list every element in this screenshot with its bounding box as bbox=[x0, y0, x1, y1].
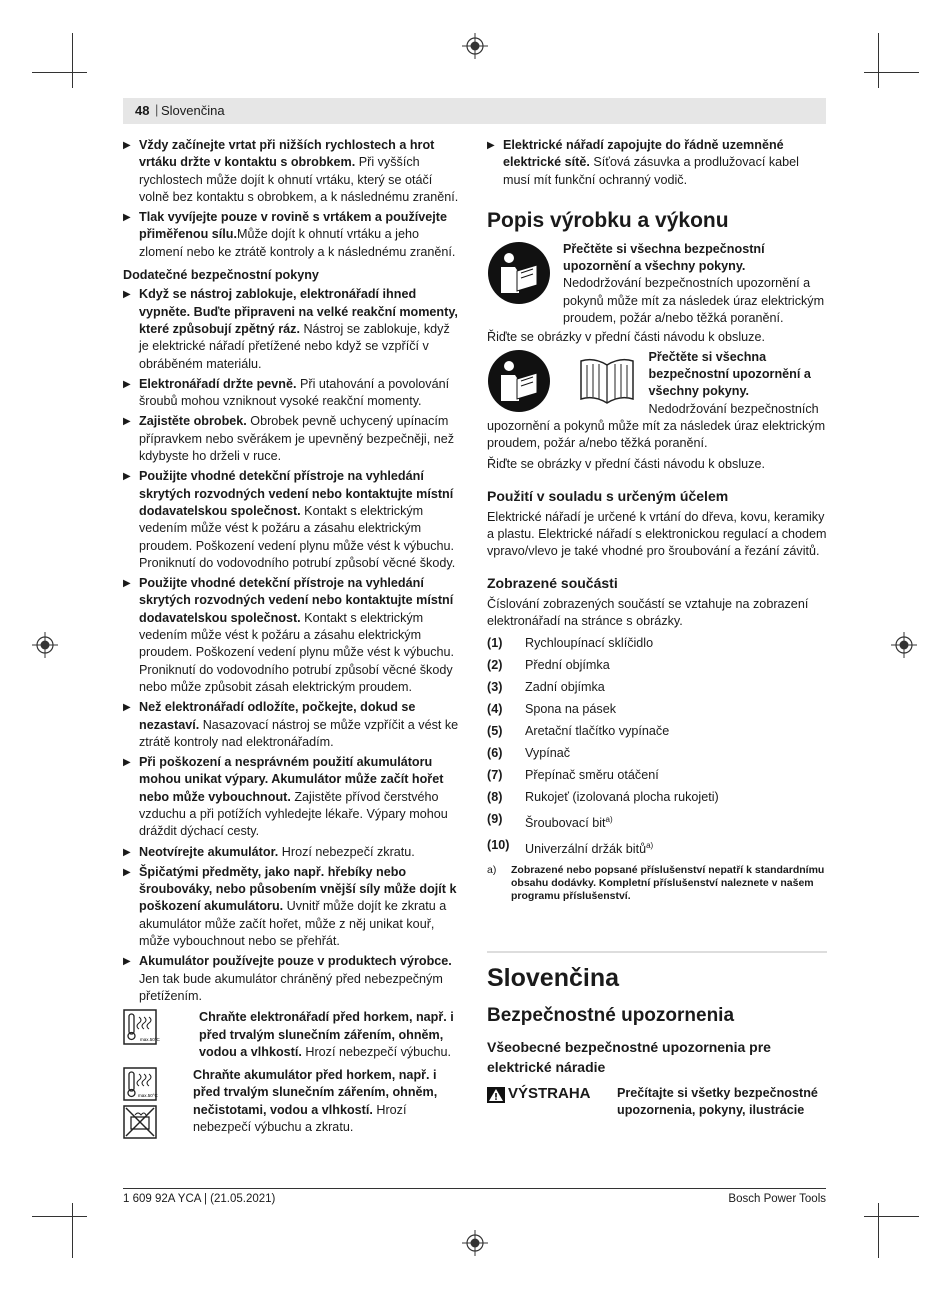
component-footnote-mark: a) bbox=[646, 841, 654, 851]
bullet-triangle-icon: ▶ bbox=[123, 956, 131, 968]
bullet-bold: Akumulátor používejte pouze v produktech výrobce. bbox=[139, 954, 452, 969]
registration-mark-icon bbox=[462, 33, 488, 59]
bullet-text: Kontakt s elektrickým vedením může vést k požáru a zásahu elektrickým proudem. Poškození vedení plynu může vést k výbuchu. Proniknutí do vodovodního potrubí způsobí věcné škody. bbox=[139, 503, 456, 570]
safety-bullet bbox=[123, 137, 463, 206]
no-battery-fire-icon bbox=[123, 1105, 157, 1139]
heat-warning-bold: Chraňte akumulátor před horkem, např. i před trvalým slunečním zářením, ohněm, nečistotami, vodou a vlhkostí. bbox=[193, 1068, 438, 1117]
component-number: (7) bbox=[487, 768, 503, 783]
heat-warning-tool bbox=[123, 1009, 463, 1061]
footer-brand: Bosch Power Tools bbox=[728, 1193, 826, 1205]
component-label: Vypínač bbox=[525, 746, 571, 761]
bullet-bold: Neotvírejte akumulátor. bbox=[139, 844, 279, 859]
crop-mark bbox=[864, 1216, 919, 1217]
safety-bullet bbox=[123, 413, 463, 465]
bullet-triangle-icon: ▶ bbox=[123, 702, 131, 714]
safety-bullet bbox=[123, 376, 463, 411]
component-number: (5) bbox=[487, 724, 503, 739]
component-item bbox=[487, 657, 827, 674]
component-label: Zadní objímka bbox=[525, 680, 605, 695]
read-manual-icon bbox=[487, 349, 551, 413]
refer-figures-text: Řiďte se obrázky v přední části návodu k obsluze. bbox=[487, 457, 765, 472]
components-title: Zobrazené součásti bbox=[487, 574, 618, 591]
component-label: Rukojeť (izolovaná plocha rukojeti) bbox=[525, 790, 719, 805]
read-manual-rest: Nedodržování bezpečnostních upozornění a pokynů může mít za následek úraz elektrickým proudem, požár a/nebo těžká poranění. bbox=[563, 276, 825, 326]
heat-warning-battery bbox=[123, 1067, 463, 1139]
component-footnote-mark: a) bbox=[605, 815, 613, 825]
open-book-icon bbox=[577, 353, 637, 409]
bullet-bold: Použijte vhodné detekční přístroje na vyhledání skrytých rozvodných vedení nebo kontaktujte místní dodavatelskou společnost. bbox=[139, 576, 454, 625]
footnote-key: a) bbox=[487, 863, 497, 876]
bullet-text: Zajistěte přívod čerstvého vzduchu a při potížích vyhledejte lékaře. Výpary mohou dráždit dýchací cesty. bbox=[139, 789, 448, 839]
component-label: Přední objímka bbox=[525, 658, 610, 673]
heat-warning-text bbox=[199, 1009, 463, 1061]
bullet-bold: Když se nástroj zablokuje, elektronářadí ihned vypněte. Buďte připraveni na velké reakční momenty, které způsobují zpětný ráz. bbox=[139, 287, 458, 336]
component-label: Aretační tlačítko vypínače bbox=[525, 724, 670, 739]
crop-mark bbox=[878, 1203, 879, 1258]
safety-bullet bbox=[487, 137, 827, 189]
bullet-bold: Zajistěte obrobek. bbox=[139, 414, 247, 429]
bullet-triangle-icon: ▶ bbox=[123, 757, 131, 769]
bullet-triangle-icon: ▶ bbox=[123, 140, 131, 151]
component-label: Spona na pásek bbox=[525, 702, 617, 717]
warning-text: Prečítajte si všetky bezpečnostné upozornenia, pokyny, ilustrácie bbox=[617, 1085, 818, 1117]
read-manual-icon bbox=[487, 241, 551, 305]
footnote-text: Zobrazené nebo popsané příslušenství nepatří k standardnímu obsahu dodávky. Kompletní příslušenství naleznete v našem programu příslušenství. bbox=[511, 863, 825, 902]
component-number: (8) bbox=[487, 790, 503, 805]
battery-icons bbox=[123, 1067, 157, 1139]
bullet-triangle-icon: ▶ bbox=[123, 378, 131, 390]
heat-protection-icon bbox=[123, 1067, 157, 1101]
bullet-triangle-icon: ▶ bbox=[123, 471, 131, 483]
safety-warnings-title: Bezpečnostné upozornenia bbox=[487, 1004, 735, 1026]
warning-triangle-icon bbox=[487, 1087, 505, 1103]
bullet-text: Kontakt s elektrickým vedením může vést k požáru a zásahu elektrickým proudem. Poškození vedení plynu může vést k výbuchu. Proniknutí do vodovodního potrubí způsobí věcné škody nebo může způsobit zásah elektrickým proudem. bbox=[139, 610, 455, 694]
bullet-triangle-icon: ▶ bbox=[123, 416, 131, 428]
read-manual-block-2 bbox=[487, 349, 827, 453]
heat-warning-rest: Hrozí nebezpečí výbuchu. bbox=[301, 1044, 451, 1059]
safety-bullet bbox=[123, 953, 463, 1005]
heat-protection-icon bbox=[123, 1009, 160, 1045]
intended-use-text: Elektrické nářadí je určené k vrtání do dřeva, kovu, keramiky a plastu. Elektrické nářadí s elektronickou regulací a chodem vpravo/vlevo je také vhodné pro šroubování a řezání závitů. bbox=[487, 509, 827, 559]
crop-mark bbox=[878, 33, 879, 88]
crop-mark bbox=[32, 1216, 87, 1217]
component-item bbox=[487, 789, 827, 806]
safety-bullet bbox=[123, 286, 463, 372]
component-item bbox=[487, 679, 827, 696]
section-divider bbox=[487, 951, 827, 953]
safety-bullet bbox=[123, 754, 463, 840]
component-number: (1) bbox=[487, 636, 503, 651]
bullet-bold: Elektrické nářadí zapojujte do řádně uzemněné elektrické sítě. bbox=[503, 138, 784, 170]
page-number: 48 bbox=[135, 103, 150, 118]
safety-bullet bbox=[123, 468, 463, 572]
bullet-bold: Než elektronářadí odložíte, počkejte, dokud se nezastaví. bbox=[139, 700, 416, 732]
footer-doc-id: 1 609 92A YCA | (21.05.2021) bbox=[123, 1193, 276, 1205]
page-footer bbox=[123, 1188, 826, 1205]
page-header bbox=[123, 98, 826, 124]
crop-mark bbox=[864, 72, 919, 73]
components-intro: Číslování zobrazených součástí se vztahuje na zobrazení elektronářadí na stránce s obrázky. bbox=[487, 596, 809, 628]
read-manual-block-1 bbox=[487, 241, 827, 327]
bullet-text: Hrozí nebezpečí zkratu. bbox=[278, 844, 415, 859]
heat-warning-rest: Hrozí nebezpečí výbuchu a zkratu. bbox=[193, 1102, 407, 1135]
safety-bullet bbox=[123, 844, 463, 861]
footnote bbox=[487, 864, 827, 903]
component-label: Rychloupínací sklíčidlo bbox=[525, 636, 654, 651]
bullet-bold: Špičatými předměty, jako např. hřebíky nebo šroubováky, nebo působením vnější síly může dojít k poškození akumulátoru. bbox=[139, 864, 457, 914]
section-title: Popis výrobku a výkonu bbox=[487, 208, 729, 232]
bullet-text: Při utahování a povolování šroubů mohou vzniknout vysoké reakční momenty. bbox=[139, 376, 450, 409]
right-column bbox=[487, 137, 827, 1119]
bullet-bold: Vždy začínejte vrtat při nižších rychlostech a hrot vrtáku držte v kontaktu s obrobkem. bbox=[139, 138, 435, 170]
component-number: (10) bbox=[487, 838, 510, 853]
bullet-triangle-icon: ▶ bbox=[123, 866, 131, 878]
component-number: (4) bbox=[487, 702, 503, 717]
component-item bbox=[487, 811, 827, 832]
heat-icon-label: max.50°C bbox=[138, 1093, 158, 1099]
crop-mark bbox=[72, 33, 73, 88]
heat-icon-label: max.50°C bbox=[140, 1037, 160, 1043]
component-number: (2) bbox=[487, 658, 503, 673]
bullet-text: Jen tak bude akumulátor chráněný před nebezpečným přetížením. bbox=[139, 971, 443, 1003]
bullet-text: Obrobek pevně uchycený upínacím přípravkem nebo svěrákem je upevněný bezpečněji, než kdybyste ho drželi v ruce. bbox=[139, 414, 455, 464]
bullet-bold: Při poškození a nesprávném použití akumulátoru mohou unikat výpary. Akumulátor může začít hořet nebo může vybouchnout. bbox=[139, 755, 444, 804]
safety-bullet bbox=[123, 864, 463, 950]
read-manual-bold: Přečtěte si všechna bezpečnostní upozornění a všechny pokyny. bbox=[563, 241, 765, 274]
registration-mark-icon bbox=[891, 632, 917, 658]
bullet-text: Nástroj se zablokuje, když je elektrické nářadí přetížené nebo když se vzpříčí v obráběném materiálu. bbox=[139, 321, 450, 371]
subheading-additional-safety: Dodatečné bezpečnostní pokyny bbox=[123, 268, 319, 283]
intended-use-title: Použití v souladu s určeným účelem bbox=[487, 487, 729, 504]
component-item bbox=[487, 837, 827, 858]
warning-label-text: VÝSTRAHA bbox=[508, 1084, 591, 1102]
safety-bullet bbox=[123, 699, 463, 751]
header-language: Slovenčina bbox=[161, 103, 225, 118]
component-item bbox=[487, 745, 827, 762]
bullet-triangle-icon: ▶ bbox=[123, 289, 131, 301]
read-manual-bold: Přečtěte si všechna bezpečnostní upozornění a všechny pokyny. bbox=[648, 349, 811, 399]
bullet-text: Síťová zásuvka a prodlužovací kabel musí mít funkční ochranný vodič. bbox=[503, 155, 799, 187]
bullet-bold: Použijte vhodné detekční přístroje na vyhledání skrytých rozvodných vedení nebo kontaktujte místní dodavatelskou společnost. bbox=[139, 469, 454, 518]
refer-figures-text: Řiďte se obrázky v přední části návodu k obsluze. bbox=[487, 330, 765, 345]
bullet-triangle-icon: ▶ bbox=[123, 212, 131, 224]
bullet-text: Při vyšších rychlostech může dojít k ohnutí vrtáku, který se otáčí volně bez kontaktu s obrobkem, a k následnému zranění. bbox=[139, 155, 459, 204]
component-item bbox=[487, 701, 827, 718]
read-manual-rest: Nedodržování bezpečnostních upozornění a pokynů může mít za následek úraz elektrickým proudem, požár a/nebo těžká poranění. bbox=[487, 401, 826, 451]
read-manual-icons bbox=[487, 349, 637, 413]
component-label: Univerzální držák bitů bbox=[525, 842, 647, 857]
registration-mark-icon bbox=[32, 632, 58, 658]
warning-label bbox=[487, 1085, 617, 1120]
read-manual-text bbox=[563, 241, 827, 327]
bullet-text: Nasazovací nástroj se může vzpříčit a vést ke ztrátě kontroly nad elektronářadím. bbox=[139, 717, 459, 749]
component-item bbox=[487, 635, 827, 652]
general-safety-title: Všeobecné bezpečnostné upozornenia pre elektrické náradie bbox=[487, 1038, 771, 1075]
component-number: (9) bbox=[487, 812, 503, 827]
warning-block bbox=[487, 1085, 827, 1120]
registration-mark-icon bbox=[462, 1230, 488, 1256]
bullet-text: Uvnitř může dojít ke zkratu a akumulátor může začít hořet, může z něj unikat kouř, může vybouchnout nebo se přehřát. bbox=[139, 899, 447, 949]
bullet-triangle-icon: ▶ bbox=[123, 846, 131, 858]
heat-warning-bold: Chraňte elektronářadí před horkem, např. i před trvalým slunečním zářením, ohněm, vodou a vlhkostí. bbox=[199, 1010, 454, 1059]
bullet-triangle-icon: ▶ bbox=[123, 578, 131, 590]
safety-bullet bbox=[123, 575, 463, 696]
bullet-text: Může dojít k ohnutí vrtáku a jeho zlomení nebo ke ztrátě kontroly a k následnému zranění. bbox=[139, 227, 456, 259]
safety-bullet bbox=[123, 209, 463, 261]
component-label: Šroubovací bit bbox=[525, 816, 606, 831]
component-item bbox=[487, 723, 827, 740]
bullet-triangle-icon: ▶ bbox=[487, 140, 495, 151]
component-number: (6) bbox=[487, 746, 503, 761]
crop-mark bbox=[32, 72, 87, 73]
heat-warning-text bbox=[193, 1067, 463, 1139]
component-number: (3) bbox=[487, 680, 503, 695]
bullet-bold: Elektronářadí držte pevně. bbox=[139, 376, 297, 391]
crop-mark bbox=[72, 1203, 73, 1258]
component-label: Přepínač směru otáčení bbox=[525, 768, 659, 783]
language-title: Slovenčina bbox=[487, 963, 619, 992]
bullet-bold: Tlak vyvíjejte pouze v rovině s vrtákem a používejte přiměřenou sílu. bbox=[139, 210, 447, 242]
header-separator: | bbox=[155, 102, 159, 117]
component-item bbox=[487, 767, 827, 784]
left-column bbox=[123, 137, 463, 1139]
